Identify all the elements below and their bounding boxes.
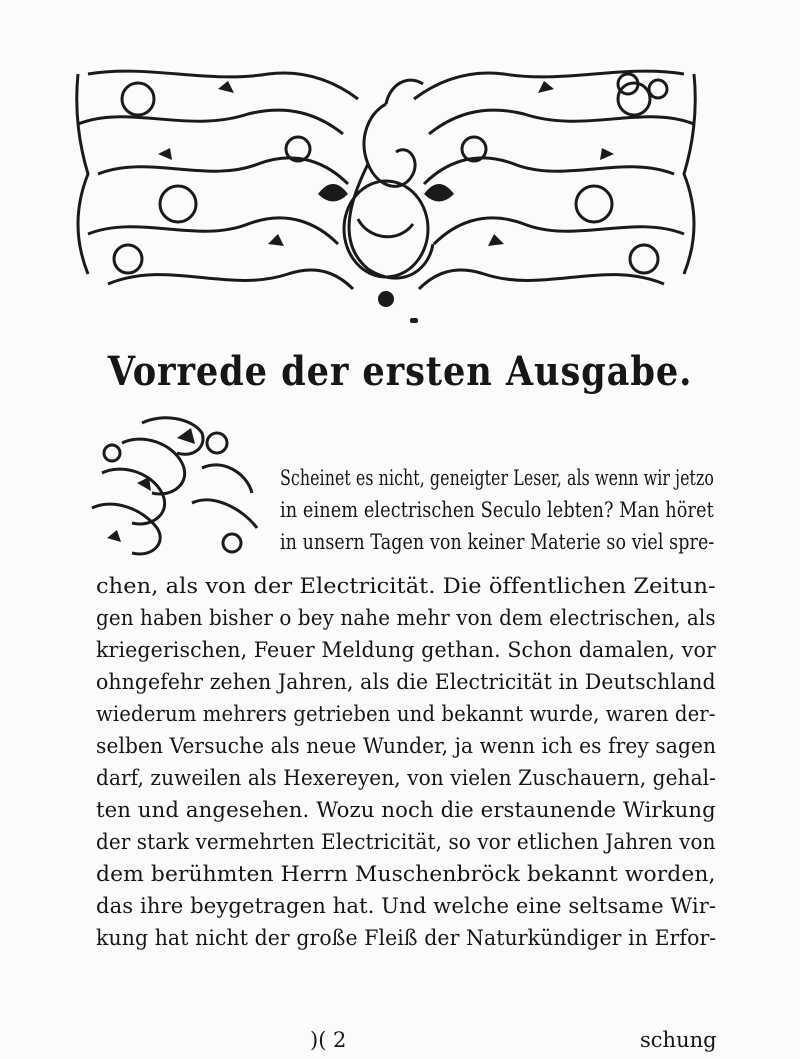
signature-mark: )( 2 — [310, 1028, 347, 1052]
body-text — [96, 570, 716, 954]
text-line: kriegerischen, Feuer Meldung gethan. Schon damalen, vor — [96, 638, 716, 662]
indented-lines — [280, 462, 714, 558]
text-line: ohngefehr zehen Jahren, als die Electricität in Deutschland — [96, 670, 716, 694]
text-line: ten und angesehen. Wozu noch die erstaunende Wirkung — [96, 798, 716, 822]
text-line: chen, als von der Electricität. Die öffentlichen Zeitun- — [96, 574, 716, 598]
catchword: schung — [640, 1028, 717, 1052]
decorated-initial — [82, 413, 270, 563]
ink-speck — [410, 318, 418, 323]
page-title: Vorrede der ersten Ausgabe. — [107, 348, 693, 395]
text-line: in einem electrischen Seculo lebten? Man höret — [280, 498, 714, 522]
text-line: wiederum mehrers getrieben und bekannt wurde, waren der- — [96, 702, 716, 726]
text-line: kung hat nicht der große Fleiß der Naturkündiger in Erfor- — [96, 926, 717, 950]
text-line: in unsern Tagen von keiner Materie so viel spre- — [280, 530, 715, 554]
text-line: gen haben bisher o bey nahe mehr von dem electrischen, als — [96, 606, 716, 630]
text-line: dem berühmten Herrn Muschenbröck bekannt worden, — [96, 862, 716, 886]
text-line: selben Versuche als neue Wunder, ja wenn ich es frey sagen — [96, 734, 717, 758]
page-footer — [0, 1024, 800, 1056]
text-line: Scheinet es nicht, geneigter Leser, als wenn wir jetzo — [280, 466, 715, 490]
text-line: das ihre beygetragen hat. Und welche eine seltsame Wir- — [96, 894, 717, 918]
text-line: darf, zuweilen als Hexereyen, von vielen Zuschauern, gehal- — [96, 766, 717, 790]
text-line: der stark vermehrten Electricität, so vor etlichen Jahren von — [96, 830, 716, 854]
ornamental-headpiece — [68, 44, 704, 322]
